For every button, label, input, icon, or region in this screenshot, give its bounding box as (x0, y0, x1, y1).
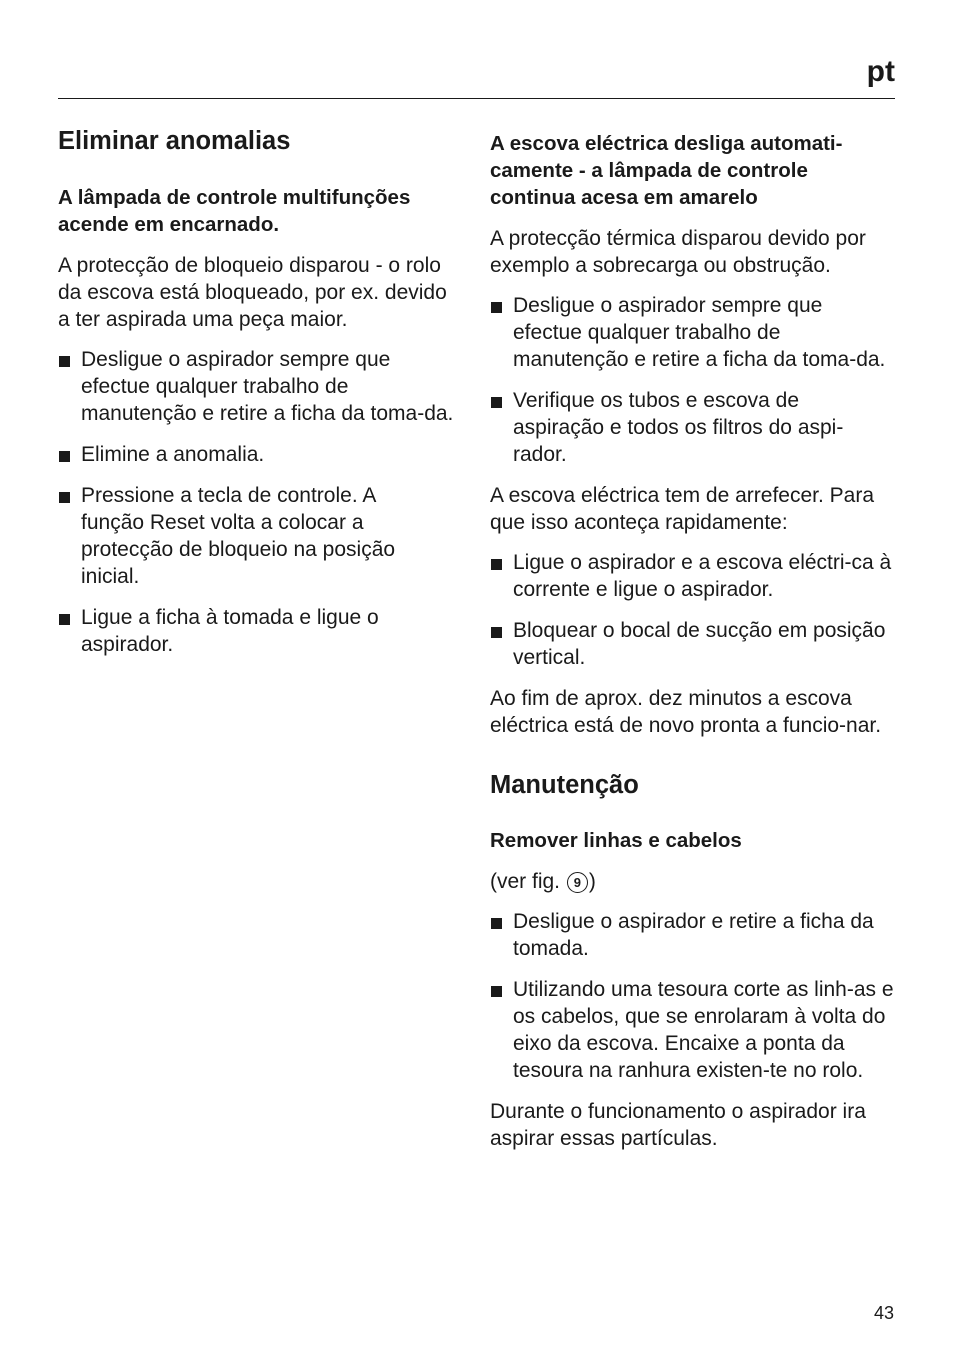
right-column (490, 120, 895, 1152)
bullet-square-icon (491, 302, 502, 313)
header-divider (58, 98, 895, 99)
list-item (490, 292, 895, 373)
list-item (490, 549, 895, 603)
figure-reference (490, 868, 895, 895)
list-item-text: Elimine a anomalia. (81, 443, 265, 466)
steps-list (58, 346, 460, 658)
list-item-text: Ligue o aspirador e a escova eléctri-ca à corrente e ligue o aspirador. (513, 551, 892, 601)
page-number: 43 (873, 1303, 894, 1323)
list-item (490, 387, 895, 468)
bullet-square-icon (59, 614, 70, 625)
figure-reference-prefix: (ver fig. (490, 870, 566, 893)
bullet-square-icon (491, 986, 502, 997)
left-column (58, 120, 460, 658)
bullet-square-icon (491, 918, 502, 929)
list-item-text: Ligue a ficha à tomada e ligue o aspirador. (81, 606, 379, 656)
bullet-square-icon (491, 559, 502, 570)
bullet-square-icon (59, 451, 70, 462)
steps-list-c (490, 908, 895, 1084)
subheading-brush-switches-off: A escova eléctrica desliga automati-camente - a lâmpada de controle continua acesa em amarelo (490, 132, 843, 209)
subheading-remove-threads: Remover linhas e cabelos (490, 829, 742, 852)
bullet-square-icon (491, 397, 502, 408)
list-item (490, 617, 895, 671)
intro-paragraph: A protecção de bloqueio disparou - o rolo da escova está bloqueado, por ex. devido a ter aspirada uma peça maior. (58, 254, 447, 331)
list-item-text: Desligue o aspirador e retire a ficha da tomada. (513, 910, 874, 960)
steps-list-b (490, 549, 895, 671)
figure-number-badge: 9 (567, 872, 588, 893)
ready-paragraph: Ao fim de aprox. dez minutos a escova eléctrica está de novo pronta a funcio-nar. (490, 687, 882, 737)
figure-reference-suffix: ) (588, 870, 596, 893)
list-item-text: Pressione a tecla de controle. A função Reset volta a colocar a protecção de bloqueio na posição inicial. (81, 484, 396, 588)
cooling-paragraph: A escova eléctrica tem de arrefecer. Para que isso aconteça rapidamente: (490, 484, 875, 534)
list-item (490, 976, 895, 1084)
thermal-protection-paragraph: A protecção térmica disparou devido por exemplo a sobrecarga ou obstrução. (490, 227, 866, 277)
section-title-maintenance: Manutenção (490, 771, 639, 799)
list-item-text: Desligue o aspirador sempre que efectue qualquer trabalho de manutenção e retire a ficha da toma-da. (81, 348, 454, 425)
list-item (58, 604, 421, 658)
section-title-troubleshooting: Eliminar anomalias (58, 127, 291, 155)
subheading-red-lamp: A lâmpada de controle multifunções acende em encarnado. (58, 186, 411, 236)
steps-list-a (490, 292, 895, 468)
closing-paragraph: Durante o funcionamento o aspirador ira aspirar essas partículas. (490, 1100, 866, 1150)
bullet-square-icon (59, 492, 70, 503)
list-item (58, 346, 461, 427)
bullet-square-icon (491, 627, 502, 638)
list-item-text: Bloquear o bocal de sucção em posição vertical. (513, 619, 886, 669)
list-item (490, 908, 895, 962)
language-code: pt (866, 55, 895, 88)
list-item (58, 482, 441, 590)
list-item (58, 441, 460, 468)
list-item-text: Desligue o aspirador sempre que efectue qualquer trabalho de manutenção e retire a ficha da toma-da. (513, 294, 886, 371)
list-item-text: Utilizando uma tesoura corte as linh-as e os cabelos, que se enrolaram à volta do eixo da escova. Encaixe a ponta da tesoura na ranhura existen-te no rolo. (513, 978, 894, 1082)
list-item-text: Verifique os tubos e escova de aspiração e todos os filtros do aspi-rador. (513, 389, 844, 466)
bullet-square-icon (59, 356, 70, 367)
